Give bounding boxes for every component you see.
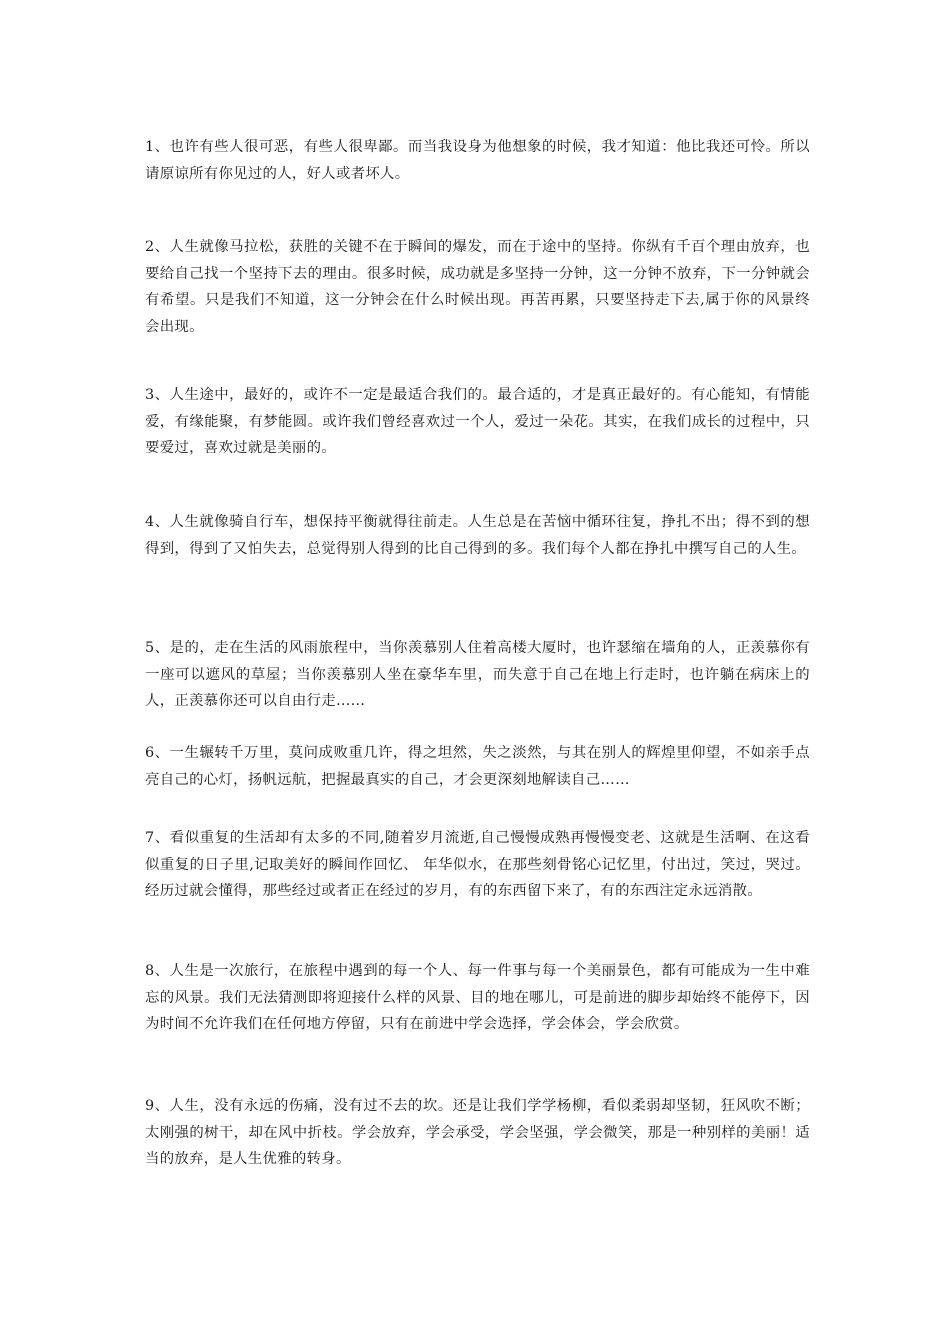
paragraph-9: 9、人生，没有永远的伤痛，没有过不去的坎。还是让我们学学杨柳，看似柔弱却坚韧，狂风吹不断；太刚强的树干，却在风中折枝。学会放弃，学会承受，学会坚强，学会微笑，那是一种别样的美丽！适当的放弃，是人生优雅的转身。: [145, 1098, 810, 1167]
paragraph-1: 1、也许有些人很可恶，有些人很卑鄙。而当我设身为他想象的时候，我才知道：他比我还可怜。所以请原谅所有你见过的人，好人或者坏人。: [145, 139, 810, 182]
paragraph-5: 5、是的，走在生活的风雨旅程中，当你羡慕别人住着高楼大厦时，也许瑟缩在墙角的人，正羡慕你有一座可以遮风的草屋；当你羡慕别人坐在豪华车里，而失意于自己在地上行走时，也许躺在病床上的人，正羡慕你还可以自由行走……: [145, 640, 810, 709]
paragraph-4: 4、人生就像骑自行车，想保持平衡就得往前走。人生总是在苦恼中循环往复，挣扎不出；得不到的想得到，得到了又怕失去，总觉得别人得到的比自己得到的多。我们每个人都在挣扎中撰写自己的人生。: [145, 514, 810, 557]
paragraph-7: 7、看似重复的生活却有太多的不同,随着岁月流逝,自己慢慢成熟再慢慢变老、这就是生活啊、在这看似重复的日子里,记取美好的瞬间作回忆、 年华似水，在那些刻骨铭心记忆里，付出过，笑过，哭过。经历过就会懂得，那些经过或者正在经过的岁月，有的东西留下来了，有的东西注定永远消散。: [145, 830, 810, 899]
paragraph-8: 8、人生是一次旅行，在旅程中遇到的每一个人、每一件事与每一个美丽景色，都有可能成为一生中难忘的风景。我们无法猜测即将迎接什么样的风景、目的地在哪儿，可是前进的脚步却始终不能停下，因为时间不允许我们在任何地方停留，只有在前进中学会选择，学会体会，学会欣赏。: [145, 963, 810, 1032]
paragraph-3: 3、人生途中，最好的，或许不一定是最适合我们的。最合适的，才是真正最好的。有心能知，有情能爱，有缘能聚，有梦能圆。或许我们曾经喜欢过一个人，爱过一朵花。其实，在我们成长的过程中，只要爱过，喜欢过就是美丽的。: [145, 387, 810, 456]
paragraph-2: 2、人生就像马拉松，获胜的关键不在于瞬间的爆发，而在于途中的坚持。你纵有千百个理由放弃，也要给自己找一个坚持下去的理由。很多时候，成功就是多坚持一分钟，这一分钟不放弃，下一分钟就会有希望。只是我们不知道，这一分钟会在什么时候出现。再苦再累，只要坚持走下去,属于你的风景终会出现。: [145, 239, 810, 335]
paragraph-6: 6、一生辗转千万里，莫问成败重几许，得之坦然，失之淡然，与其在别人的辉煌里仰望，不如亲手点亮自己的心灯，扬帆远航，把握最真实的自己，才会更深刻地解读自己……: [145, 745, 810, 788]
